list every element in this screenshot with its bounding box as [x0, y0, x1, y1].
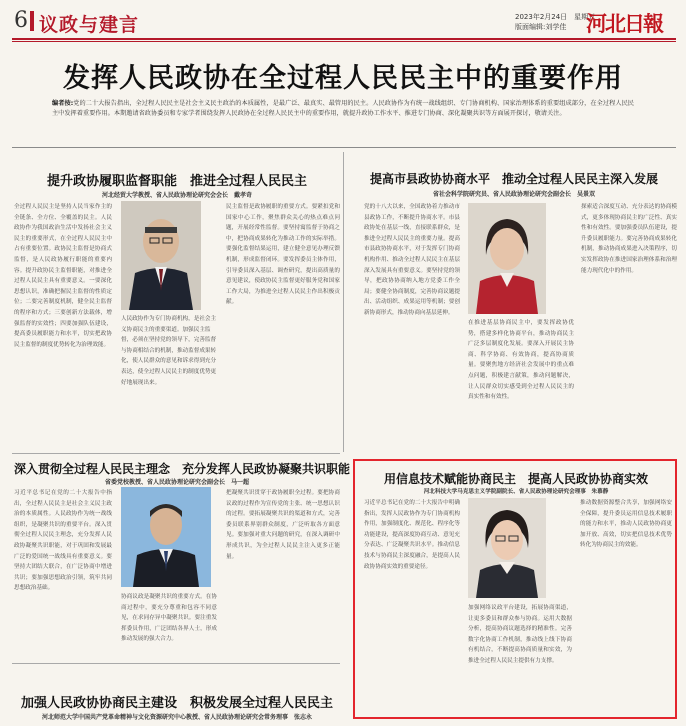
- page-number: 6: [14, 8, 28, 33]
- abstract-divider: [12, 147, 676, 148]
- article-2-author-photo: [468, 203, 546, 314]
- main-headline: 发挥人民政协在全过程人民民主中的重要作用: [63, 63, 623, 94]
- article-2-column-3: 探索适合深度互动、充分表达的协商模式，更多体现协商民主的广泛性、真实性和有效性。要加强委员队伍建设，提升委员履职能力。要完善协商成果转化机制，推动协商成果进入决策程序，切实发挥政协在推进国家治理体系和治理能力现代化中的作用。: [581, 204, 677, 274]
- column-divider: [343, 152, 344, 452]
- article-4-column-3: 推动数据资源整合共享，加强网络安全保障，提升委员运用信息技术履职的能力和水平，推动人民政协协商更加开放、高效，切实把信息技术优势转化为协商民主的效能。: [580, 500, 672, 549]
- article-4-column-2: 加强网络议政平台建设，拓展协商渠道，让更多委员和群众参与协商。运用大数据分析，提高协商议题选择的精准性。完善数字化协商工作机制，推动线上线下协商有机结合，不断提高协商质量和实效，为推进全过程人民民主提供有力支撑。: [468, 605, 572, 664]
- article-3-title: 深入贯彻全过程人民民主理念 充分发挥人民政协凝聚共识职能: [14, 462, 351, 476]
- article-3-column-1b: 协商议政是凝聚共识的重要方式。在协商过程中，要充分尊重和包容不同意见，在求同存异中凝聚共识。要注重发挥委员作用，广泛团结各界人士，形成推动发展的强大合力。: [121, 594, 217, 643]
- article-2-column-1: 党的十八大以来，全国政协着力推动市县政协工作，不断提升协商水平。市县政协处在基层一线，直接联系群众，是推进全过程人民民主的重要力量。提高市县政协协商水平，对于发挥专门协商机构作用、推动全过程人民民主在基层深入发展具有重要意义。要坚持党的领导，把政协协商纳入地方党委工作全局；要健全协商制度，完善协商议题提出、活动组织、成果运用等机制；要创新协商形式，推动协商向基层延伸。: [364, 204, 460, 316]
- article-5-author: 河北师范大学中国共产党革命精神与文化资源研究中心教授、省人民政协理论研究会常务理事 张志永: [41, 714, 312, 721]
- article-2-author: 省社会科学院研究员、省人民政协理论研究会副会长 吴景双: [432, 191, 595, 198]
- article-5-title: 加强人民政协协商民主建设 积极发展全过程人民民主: [20, 696, 333, 711]
- article-2-column-2: 在推进基层协商民主中，要发挥政协优势，搭建多样化协商平台，推动协商民主广泛多层制度化发展。要深入开展民主协商、科学协商、有效协商，提高协商质量。要聚焦地方经济社会发展中的重点难点问题，积极建言献策，推动问题解决，让人民群众切实感受到全过程人民民主的真实性和有效性。: [468, 320, 574, 401]
- editor-note: [52, 99, 634, 120]
- article-1-author: 河北经贸大学教授、省人民政协理论研究会会长 戴孝奇: [101, 192, 252, 199]
- article-1-photo-caption: 人民政协作为专门协商机构，是社会主义协商民主的重要渠道。加强民主监督，必须在坚持党的领导下，完善监督与协商相结合的机制，推动监督成果转化，使人民群众的意见和诉求得到充分表达，使全过程人民民主的制度优势更好地展现出来。: [121, 316, 217, 386]
- article-1-title: 提升政协履职监督职能 推进全过程人民民主: [46, 174, 307, 189]
- page-header: [0, 0, 686, 36]
- article-4-author: 河北科技大学马克思主义学院副院长、省人民政协理论研究会理事 朱慕静: [423, 489, 609, 495]
- article-1-column-1: 全过程人民民主是坚持人民当家作主的全链条、全方位、全覆盖的民主。人民政协作为我国政治生活中发扬社会主义民主的重要形式，在全过程人民民主中占有重要位置。政协民主监督是协商式监督，是人民政协履行职能的重要内容。提升政协民主监督职能，对推进全过程人民民主具有重要意义。一要深化思想认识，准确把握民主监督的性质定位；二要完善制度机制，健全民主监督的程序和方式；三要创新方法载体，增强监督的实效性；四要加强队伍建设，提高委员履职能力和水平，切实把政协民主监督的制度优势转化为治理效能。: [14, 204, 112, 348]
- article-1-column-2: 民主监督是政协履职的重要方式。要紧扣党和国家中心工作，聚焦群众关心的热点难点问题，开展经常性监督。要坚持寓监督于协商之中，把协商成果转化为推动工作的实际举措。要强化监督结果运用，建立健全意见办理反馈机制，形成监督闭环。要发挥委员主体作用，引导委员深入基层、调查研究，提出高质量的意见建议，使政协民主监督更好服务党和国家工作大局，为推进全过程人民民主作出积极贡献。: [226, 204, 340, 306]
- issue-date: 2023年2月24日 星期五: [515, 13, 596, 21]
- article-3-divider: [12, 453, 340, 454]
- section-title: 议政与建言: [39, 14, 140, 36]
- page-editor: 版面编辑:刘学佳: [515, 23, 567, 31]
- article-2-title: 提高市县政协协商水平 推动全过程人民民主深入发展: [369, 172, 658, 186]
- article-3-author-photo: [121, 487, 211, 587]
- article-4-author-photo: [468, 498, 546, 598]
- header-rule: [12, 38, 676, 40]
- header-rule-thin: [12, 41, 676, 42]
- editor-note-lead: 编者按:: [52, 100, 74, 107]
- article-3-column-1: 习近平总书记在党的二十大报告中指出，全过程人民民主是社会主义民主政治的本质属性。人民政协作为统一战线组织，是凝聚共识的重要平台。深入贯彻全过程人民民主理念，充分发挥人民政协凝聚共识职能，对于巩固和发展最广泛的爱国统一战线具有重要意义。要坚持大团结大联合，在广泛协商中增进共识；要加强思想政治引领，筑牢共同思想政治基础。: [14, 490, 112, 592]
- article-4-title: 用信息技术赋能协商民主 提高人民政协协商实效: [383, 472, 648, 486]
- newspaper-masthead: 河北日報: [586, 11, 662, 36]
- editor-note-text: 党的二十大报告指出，全过程人民民主是社会主义民主政治的本质属性，是最广泛、最真实、最管用的民主。人民政协作为有统一战线组织、专门协商机构、国家治理体系的重要组成部分，在全过程人民民主中发挥着重要作用。本期邀请省政协委员和专家学者围绕发挥人民政协在全过程人民民主中的重要作用，就提升政协工作水平、推进专门协商、深化凝聚共识等方面展开探讨，敬请关注。: [52, 100, 634, 118]
- article-3-column-2: 把凝聚共识贯穿于政协履职全过程。要把协商议政的过程作为宣传党的主张、统一思想认识的过程。要拓展凝聚共识的渠道和方式，完善委员联系界别群众制度，广泛听取各方面意见。要加强对重大问题的研究，在深入调研中形成共识，为全过程人民民主注入更多正能量。: [226, 490, 340, 560]
- section-bar: [30, 11, 34, 31]
- article-3-author: 省委党校教授、省人民政协理论研究会副会长 马一超: [104, 479, 249, 486]
- article-5-divider: [12, 663, 340, 664]
- article-4-column-1: 习近平总书记在党的二十大报告中明确指出，发挥人民政协作为专门协商机构作用，加强制度化、规范化、程序化等功能建设，提高深度协商互动、意见充分表达、广泛凝聚共识水平。推动信息技术与协商民主深度融合，是提高人民政协协商实效的重要途径。: [364, 500, 460, 570]
- article-1-author-photo: [121, 201, 201, 310]
